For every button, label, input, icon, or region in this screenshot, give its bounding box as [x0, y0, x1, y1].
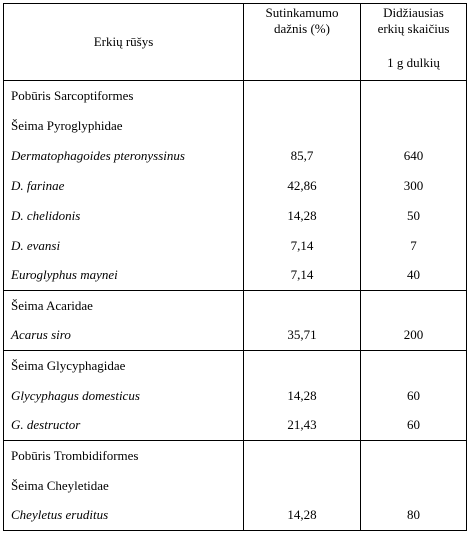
count-cell [361, 471, 467, 501]
species-cell: D. farinae [4, 171, 244, 201]
frequency-cell: 14,28 [244, 381, 361, 411]
header-max-count-line3: 1 g dulkių [387, 55, 440, 70]
count-cell: 7 [361, 231, 467, 261]
count-cell: 60 [361, 381, 467, 411]
frequency-cell: 35,71 [244, 321, 361, 351]
count-cell: 60 [361, 411, 467, 441]
header-species: Erkių rūšys [4, 4, 244, 81]
frequency-cell: 14,28 [244, 501, 361, 531]
count-cell: 40 [361, 261, 467, 291]
count-cell: 200 [361, 321, 467, 351]
table-row [4, 231, 467, 261]
frequency-cell [244, 351, 361, 381]
table-row [4, 381, 467, 411]
count-cell [361, 441, 467, 471]
frequency-cell [244, 471, 361, 501]
species-cell: Euroglyphus maynei [4, 261, 244, 291]
count-cell: 640 [361, 141, 467, 171]
frequency-cell: 7,14 [244, 231, 361, 261]
species-cell: Cheyletus eruditus [4, 501, 244, 531]
species-cell: Glycyphagus domesticus [4, 381, 244, 411]
frequency-cell [244, 291, 361, 321]
header-frequency-line2: dažnis (%) [274, 21, 330, 36]
header-max-count [361, 4, 467, 81]
table-row-family [4, 351, 467, 381]
species-cell: Šeima Pyroglyphidae [4, 111, 244, 141]
species-cell: D. evansi [4, 231, 244, 261]
species-cell: Acarus siro [4, 321, 244, 351]
table-row [4, 201, 467, 231]
species-cell: Šeima Acaridae [4, 291, 244, 321]
table-row [4, 501, 467, 531]
count-cell: 80 [361, 501, 467, 531]
species-cell: G. destructor [4, 411, 244, 441]
table-row [4, 261, 467, 291]
count-cell [361, 111, 467, 141]
frequency-cell [244, 441, 361, 471]
frequency-cell: 14,28 [244, 201, 361, 231]
count-cell: 50 [361, 201, 467, 231]
table-row [4, 141, 467, 171]
frequency-cell: 7,14 [244, 261, 361, 291]
table-header-row [4, 4, 467, 81]
table-row-family [4, 471, 467, 501]
table-row [4, 171, 467, 201]
table-row [4, 321, 467, 351]
table-row [4, 411, 467, 441]
table-row-family [4, 291, 467, 321]
mite-species-table [3, 3, 467, 531]
frequency-cell: 85,7 [244, 141, 361, 171]
header-max-count-line1: Didžiausias [383, 5, 444, 20]
species-cell: Dermatophagoides pteronyssinus [4, 141, 244, 171]
count-cell: 300 [361, 171, 467, 201]
species-cell: D. chelidonis [4, 201, 244, 231]
header-frequency [244, 4, 361, 81]
header-max-count-line2: erkių skaičius [377, 21, 450, 36]
species-cell: Šeima Glycyphagidae [4, 351, 244, 381]
table-row-family [4, 111, 467, 141]
frequency-cell: 21,43 [244, 411, 361, 441]
table-row-suborder [4, 81, 467, 111]
species-cell: Pobūris Trombidiformes [4, 441, 244, 471]
frequency-cell [244, 111, 361, 141]
table-row-suborder [4, 441, 467, 471]
frequency-cell: 42,86 [244, 171, 361, 201]
count-cell [361, 291, 467, 321]
count-cell [361, 81, 467, 111]
header-frequency-line1: Sutinkamumo [265, 5, 339, 20]
frequency-cell [244, 81, 361, 111]
species-cell: Šeima Cheyletidae [4, 471, 244, 501]
count-cell [361, 351, 467, 381]
species-cell: Pobūris Sarcoptiformes [4, 81, 244, 111]
